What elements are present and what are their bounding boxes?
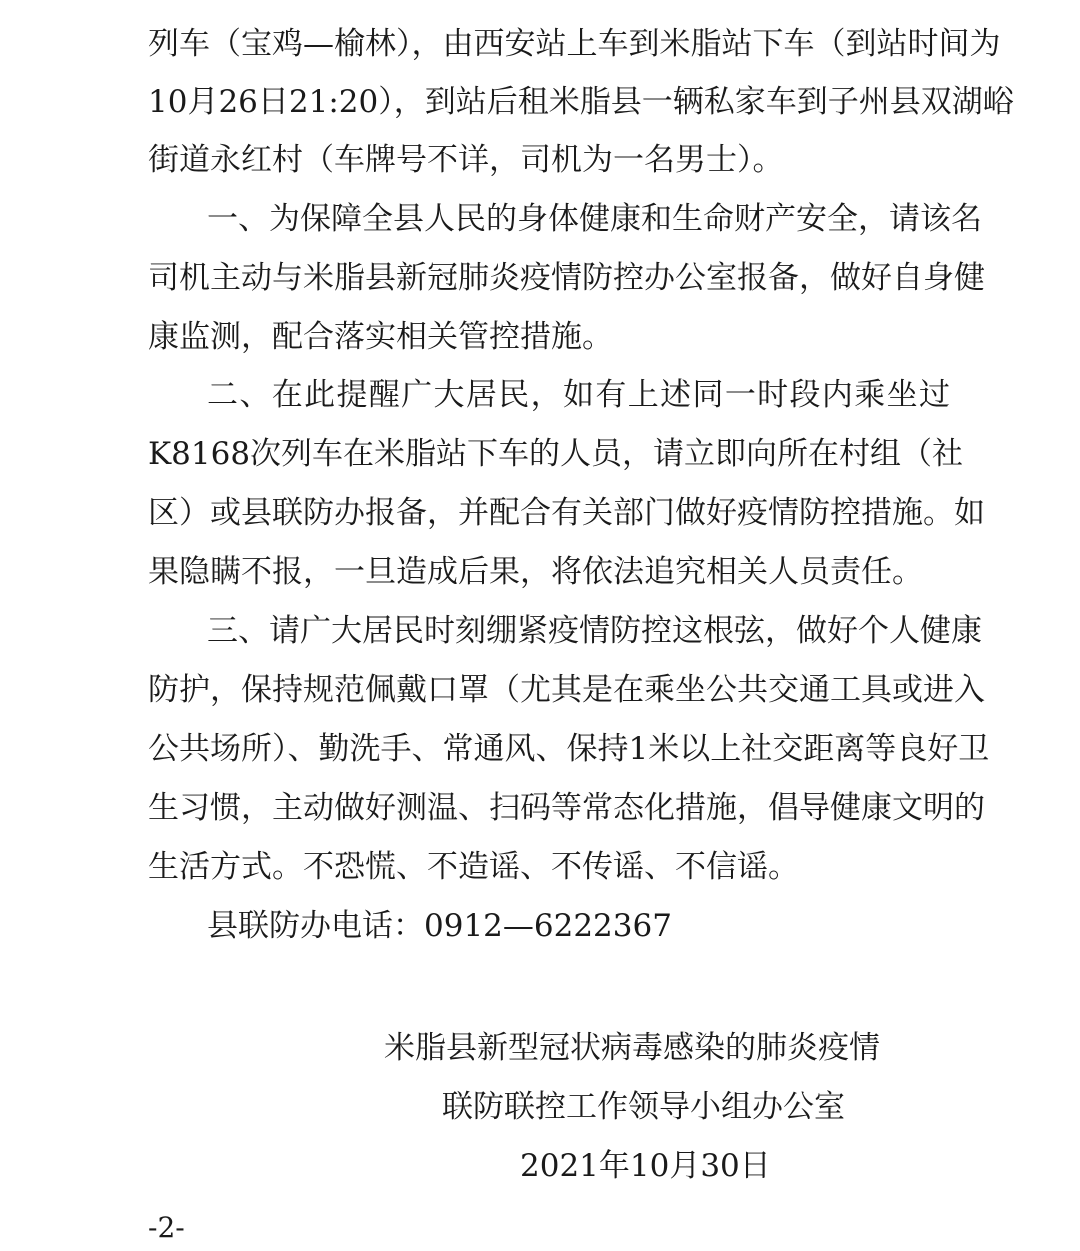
paragraph-1-line-1: 一、为保障全县人民的身体健康和生命财产安全，请该名 (207, 201, 982, 237)
paragraph-1-line-3: 康监测，配合落实相关管控措施。 (148, 319, 613, 355)
paragraph-2-line-1: 二、在此提醒广大居民，如有上述同一时段内乘坐过 (207, 377, 950, 413)
paragraph-2-line-3: 区）或县联防办报备，并配合有关部门做好疫情防控措施。如 (148, 495, 985, 531)
page-number: -2- (148, 1211, 185, 1244)
signature-date: 2021年10月30日 (520, 1148, 771, 1184)
body-line-2: 10月26日21:20），到站后租米脂县一辆私家车到子州县双湖峪 (148, 84, 1014, 120)
body-line-1: 列车（宝鸡—榆林），由西安站上车到米脂站下车（到站时间为 (148, 26, 1001, 62)
paragraph-1-line-2: 司机主动与米脂县新冠肺炎疫情防控办公室报备，做好自身健 (148, 260, 985, 296)
paragraph-3-line-2: 防护，保持规范佩戴口罩（尤其是在乘坐公共交通工具或进入 (148, 672, 985, 708)
paragraph-3-line-3: 公共场所）、勤洗手、常通风、保持1米以上社交距离等良好卫 (148, 731, 990, 767)
paragraph-2-line-4: 果隐瞒不报，一旦造成后果，将依法追究相关人员责任。 (148, 554, 923, 590)
paragraph-3-line-5: 生活方式。不恐慌、不造谣、不传谣、不信谣。 (148, 849, 799, 885)
signature-org-line-2: 联防联控工作领导小组办公室 (442, 1089, 845, 1125)
signature-org-line-1: 米脂县新型冠状病毒感染的肺炎疫情 (384, 1030, 880, 1066)
body-line-3: 街道永红村（车牌号不详，司机为一名男士）。 (148, 142, 784, 178)
paragraph-3-line-1: 三、请广大居民时刻绷紧疫情防控这根弦，做好个人健康 (207, 613, 982, 649)
contact-phone-line: 县联防办电话：0912—6222367 (207, 908, 672, 944)
paragraph-2-line-2: K8168次列车在米脂站下车的人员，请立即向所在村组（社 (148, 436, 964, 472)
paragraph-3-line-4: 生习惯，主动做好测温、扫码等常态化措施，倡导健康文明的 (148, 790, 985, 826)
